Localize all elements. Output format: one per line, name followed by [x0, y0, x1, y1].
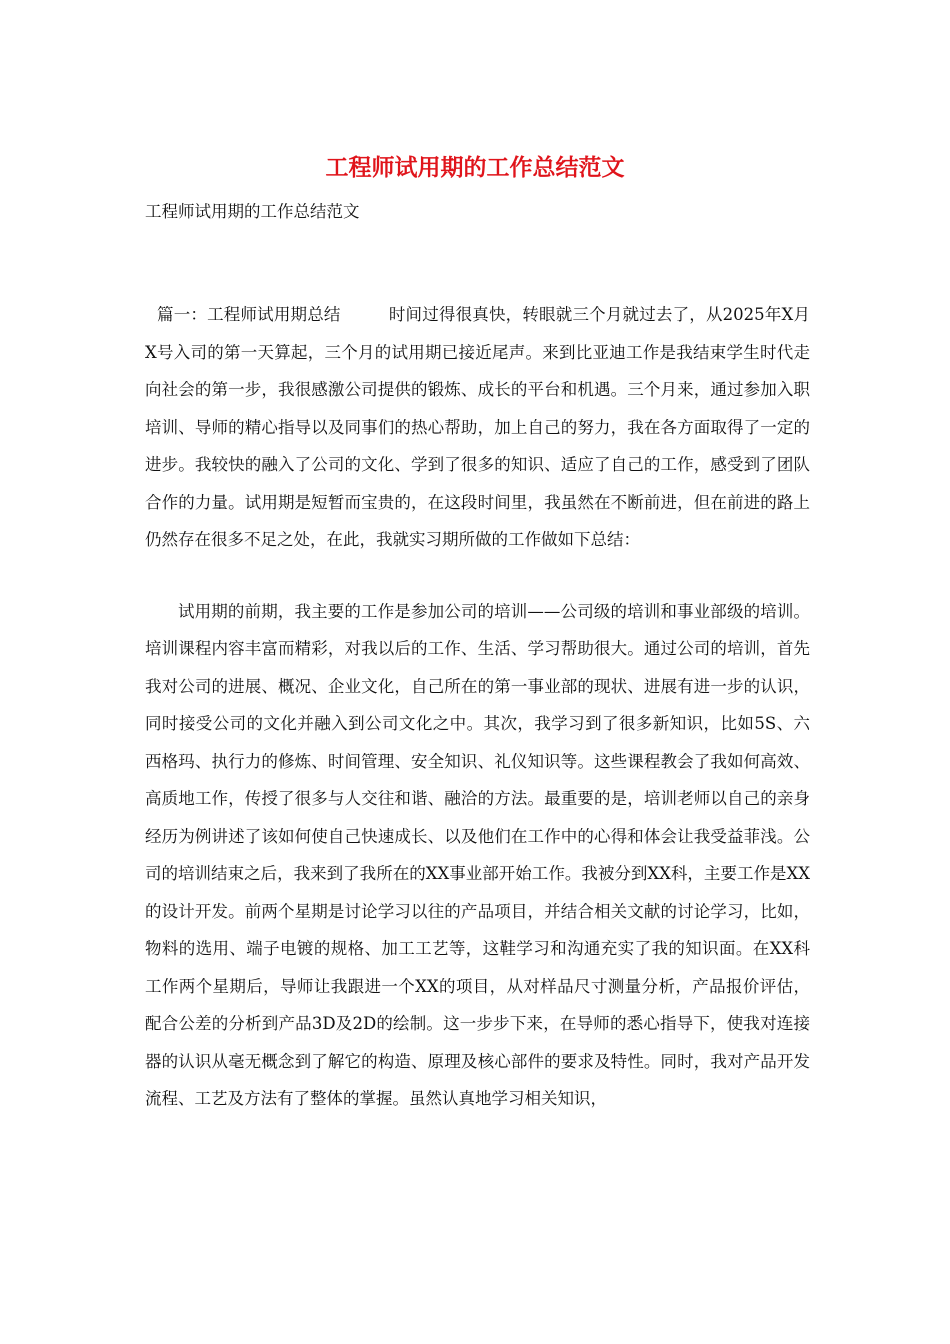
paragraph-1: [145, 296, 810, 559]
document-body: [145, 296, 810, 1118]
document-subtitle: 工程师试用期的工作总结范文: [145, 202, 360, 221]
paragraph-1-heading: 篇一：工程师试用期总结: [157, 305, 341, 324]
document-title: 工程师试用期的工作总结范文: [325, 155, 625, 181]
paragraph-2: 试用期的前期，我主要的工作是参加公司的培训——公司级的培训和事业部级的培训。培训课程内容丰富而精彩，对我以后的工作、生活、学习帮助很大。通过公司的培训，首先我对公司的进展、概况、企业文化，自己所在的第一事业部的现状、进展有进一步的认识，同时接受公司的文化并融入到公司文化之中。其次，我学习到了很多新知识，比如5S、六西格玛、执行力的修炼、时间管理、安全知识、礼仪知识等。这些课程教会了我如何高效、高质地工作，传授了很多与人交往和谐、融洽的方法。最重要的是，培训老师以自己的亲身经历为例讲述了该如何使自己快速成长、以及他们在工作中的心得和体会让我受益菲浅。公司的培训结束之后，我来到了我所在的XX事业部开始工作。我被分到XX科，主要工作是XX的设计开发。前两个星期是讨论学习以往的产品项目，并结合相关文献的讨论学习，比如，物料的选用、端子电镀的规格、加工工艺等，这鞋学习和沟通充实了我的知识面。在XX科工作两个星期后，导师让我跟进一个XX的项目，从对样品尺寸测量分析，产品报价评估，配合公差的分析到产品3D及2D的绘制。这一步步下来，在导师的悉心指导下，使我对连接器的认识从毫无概念到了解它的构造、原理及核心部件的要求及特性。同时，我对产品开发流程、工艺及方法有了整体的掌握。虽然认真地学习相关知识，: [145, 601, 810, 1108]
paragraph-1-text: 时间过得很真快，转眼就三个月就过去了，从2025年X月X号入司的第一天算起，三个月的试用期已接近尾声。来到比亚迪工作是我结束学生时代走向社会的第一步，我很感激公司提供的锻炼、成长的平台和机遇。三个月来，通过参加入职培训、导师的精心指导以及同事们的热心帮助，加上自己的努力，我在各方面取得了一定的进步。我较快的融入了公司的文化、学到了很多的知识、适应了自己的工作，感受到了团队合作的力量。试用期是短暂而宝贵的，在这段时间里，我虽然在不断前进，但在前进的路上仍然存在很多不足之处，在此，我就实习期所做的工作做如下总结：: [145, 305, 810, 549]
